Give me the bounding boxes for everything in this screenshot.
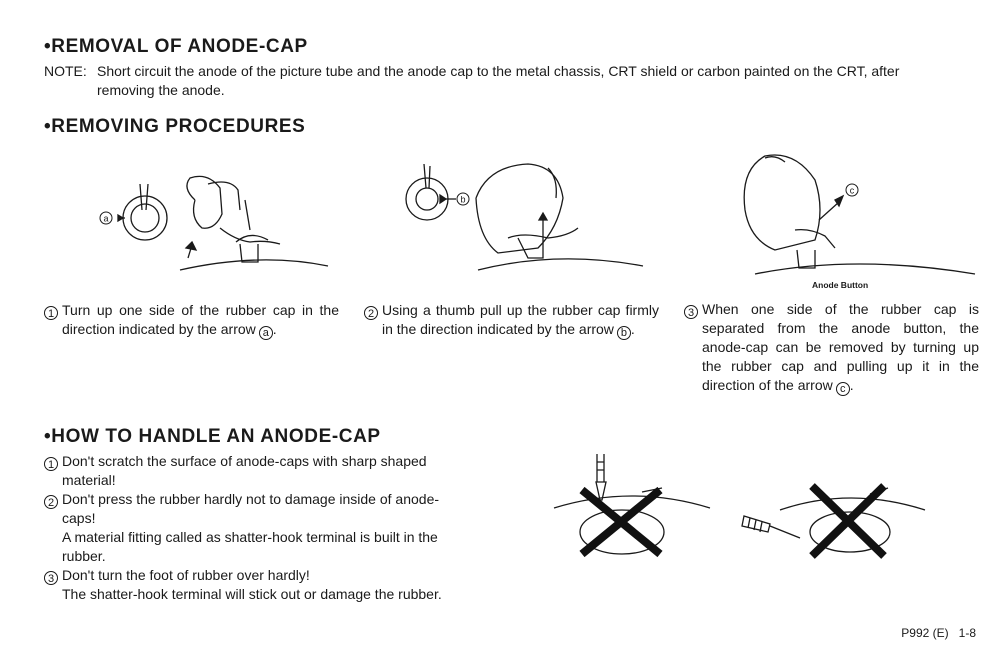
handle-figure-1-scratch (552, 452, 712, 562)
note-line-1: Short circuit the anode of the picture tube and the anode cap to the metal chassis, CRT shield or carbon painted on the CRT, after (97, 63, 900, 79)
prohibited-x-icon (812, 486, 884, 556)
page-id: P992 (E) (901, 626, 949, 640)
svg-text:a: a (103, 213, 109, 224)
figure-1-marker (100, 212, 112, 224)
handle-item-2-detail: A material fitting called as shatter-hook terminal is built in the rubber. (62, 529, 438, 564)
removal-heading: •REMOVAL OF ANODE-CAP (44, 36, 308, 57)
procedure-figure-2 (398, 158, 648, 278)
procedure-figure-3 (735, 150, 985, 295)
step-3: 3 When one side of the rubber cap is separated from the anode button, the anode-cap can be removed by turning up the rubber cap and pulling up it in the direction of the arrow c . (684, 300, 979, 396)
figure-3-marker (846, 184, 858, 196)
handle-item-2: 2 Don't press the rubber hardly not to damage inside of anode- caps! (44, 490, 474, 528)
step-2: 2 Using a thumb pull up the rubber cap firmly in the direction indicated by the arrow b . (364, 301, 659, 340)
handle-figure-2-press (740, 476, 930, 566)
note-line-2: removing the anode. (97, 82, 225, 98)
anode-button-label: Anode Button (812, 280, 869, 290)
handle-item-1: 1 Don't scratch the surface of anode-caps with sharp shaped material! (44, 452, 474, 490)
handle-item-3: 3 Don't turn the foot of rubber over hardly! The shatter-hook terminal will stick out or damage the rubber. (44, 566, 474, 604)
handle-heading: •HOW TO HANDLE AN ANODE-CAP (44, 426, 381, 447)
step-1: 1 Turn up one side of the rubber cap in the direction indicated by the arrow a . (44, 301, 339, 340)
svg-text:c: c (849, 185, 855, 196)
page-footer (901, 626, 976, 640)
svg-text:b: b (460, 194, 466, 205)
procedure-figure-1 (90, 170, 330, 280)
figure-2-marker (457, 193, 469, 205)
procedures-heading: •REMOVING PROCEDURES (44, 116, 306, 137)
note-label: NOTE: (44, 63, 87, 79)
page-number: 1-8 (958, 626, 976, 640)
prohibited-x-icon (582, 490, 660, 554)
